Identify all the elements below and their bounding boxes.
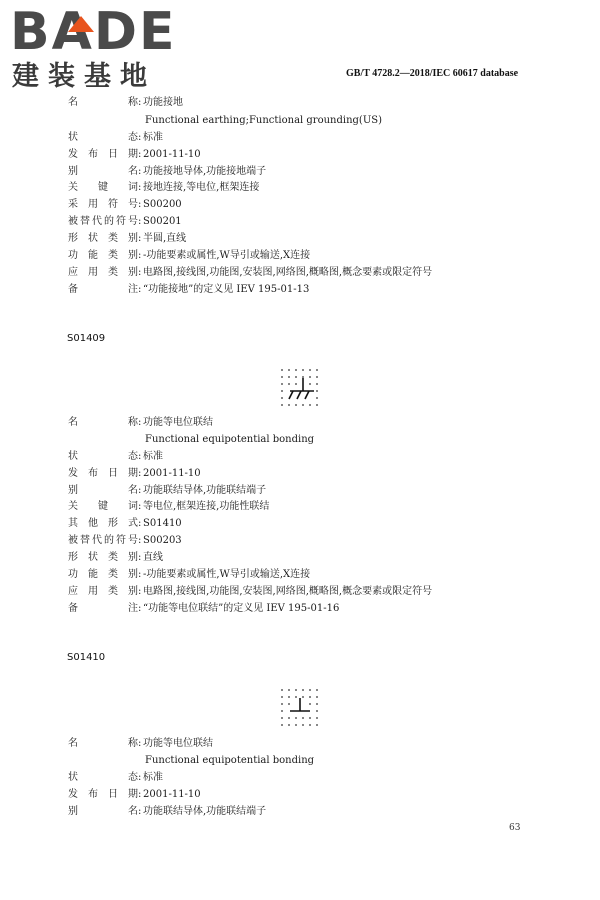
logo-accent-icon (68, 16, 94, 32)
entry1-status-row: 状态: 标准 (68, 132, 163, 143)
symbol-code: S01410 (67, 652, 106, 663)
entry2-other-row: 其他形式: S01410 (68, 518, 182, 529)
entry2-name-en: Functional equipotential bonding (145, 434, 315, 445)
standard-id: GB/T 4728.2—2018/IEC 60617 database (346, 68, 519, 79)
functional-equipotential-bonding-alt-symbol-icon (278, 686, 322, 730)
entry1-note-row: 备注: “功能接地”的定义见 IEV 195-01-13 (68, 284, 310, 295)
entry1-name-en: Functional earthing;Functional grounding(US) (145, 115, 383, 126)
entry1-alias-row: 别名: 功能接地导体,功能接地端子 (68, 166, 267, 177)
bade-logo (10, 4, 180, 94)
symbol-code: S01409 (67, 333, 106, 344)
logo-subtitle: 建装基地 (12, 61, 156, 92)
entry1-application-row: 应用类别: 电路图,接线图,功能图,安装图,网络图,概略图,概念要素或限定符号 (68, 267, 433, 278)
entry2-application-row: 应用类别: 电路图,接线图,功能图,安装图,网络图,概略图,概念要素或限定符号 (68, 586, 433, 597)
entry1-function-row: 功能类别: -功能要素或属性,W导引或输送,X连接 (68, 250, 311, 261)
entry3-name-en: Functional equipotential bonding (145, 755, 315, 766)
entry2-note-row: 备注: “功能等电位联结”的定义见 IEV 195-01-16 (68, 603, 340, 614)
entry1-adopted-row: 采用符号: S00200 (68, 199, 182, 210)
entry1-name-row: 名称: 功能接地 (68, 97, 183, 108)
field-value: 功能接地 (143, 97, 183, 108)
entry2-keywords-row: 关键词: 等电位,框架连接,功能性联结 (68, 501, 270, 512)
entry1-shape-row: 形状类别: 半圆,直线 (68, 233, 187, 244)
page-number: 63 (509, 823, 521, 833)
entry1-date-row: 发布日期: 2001-11-10 (68, 149, 201, 160)
entry2-shape-row: 形状类别: 直线 (68, 552, 163, 563)
entry2-name-row: 名称: 功能等电位联结 (68, 417, 213, 428)
field-label: 名称 (68, 97, 138, 108)
entry1-keywords-row: 关键词: 接地连接,等电位,框架连接 (68, 182, 260, 193)
entry3-status-row: 状态: 标准 (68, 772, 163, 783)
entry3-name-row: 名称: 功能等电位联结 (68, 738, 213, 749)
entry1-replaced-row: 被替代的符号: S00201 (68, 216, 182, 227)
entry2-alias-row: 别名: 功能联结导体,功能联结端子 (68, 485, 267, 496)
entry2-function-row: 功能类别: -功能要素或属性,W导引或输送,X连接 (68, 569, 311, 580)
entry2-replaced-row: 被替代的符号: S00203 (68, 535, 182, 546)
functional-equipotential-bonding-symbol-icon (278, 366, 322, 410)
logo-wordmark: BADE (10, 2, 177, 62)
entry3-alias-row: 别名: 功能联结导体,功能联结端子 (68, 806, 267, 817)
entry3-date-row: 发布日期: 2001-11-10 (68, 789, 201, 800)
entry2-date-row: 发布日期: 2001-11-10 (68, 468, 201, 479)
entry2-status-row: 状态: 标准 (68, 451, 163, 462)
